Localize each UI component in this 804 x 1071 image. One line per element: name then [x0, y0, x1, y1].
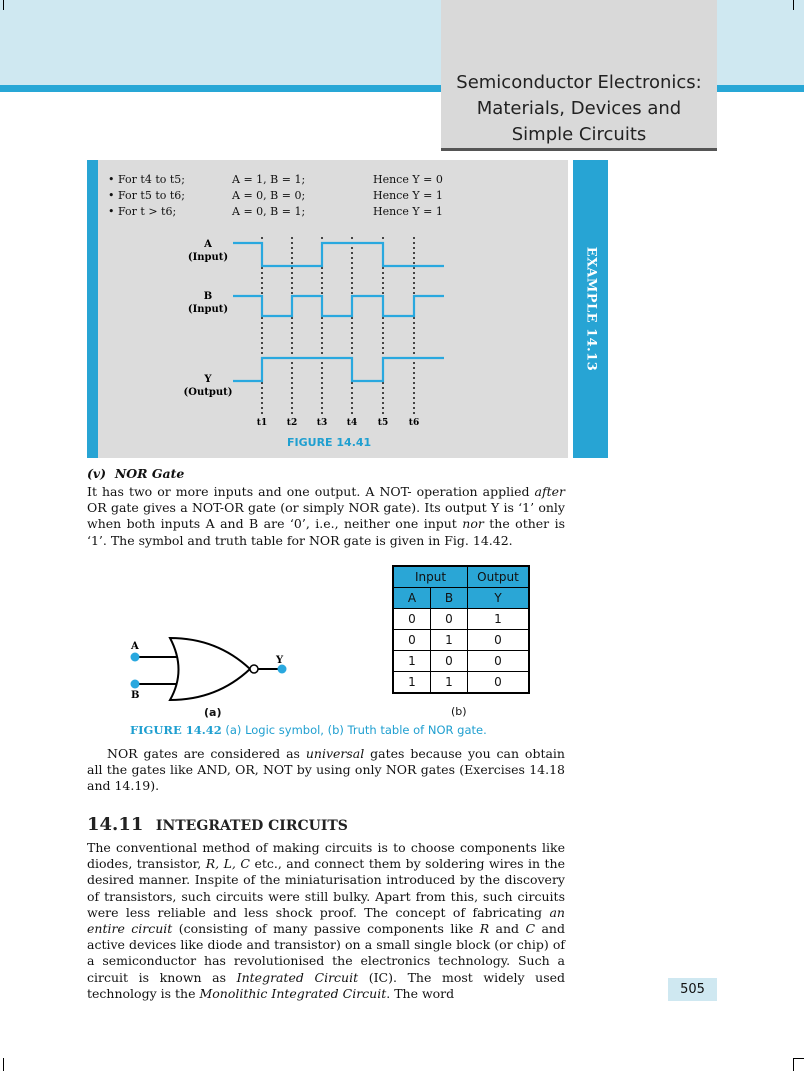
table-cell: 1 — [431, 672, 468, 694]
nor-gate-symbol — [125, 632, 325, 712]
text-run: OR gate gives a NOT-OR gate (or simply NOR gate). Its output Y is ‘1’ only when both inputs A and B are ‘0’, i.e., neither one input — [87, 500, 565, 532]
time-label: t4 — [346, 418, 358, 428]
input-a-dot — [131, 653, 140, 662]
nor-heading-num: (v) — [87, 466, 107, 481]
text-run-italic: Monolithic Integrated Circuit — [199, 985, 387, 1001]
bullet-2-inputs: A = 0, B = 0; — [232, 189, 306, 202]
text-run: and active devices like diode and transistor) on a small single block (or chip) of a semiconductor has revolutionised the electronics technology. Such a circuit is known as — [87, 921, 565, 985]
table-cell: 0 — [468, 672, 530, 694]
text-run-italic: Integrated Circuit — [236, 969, 359, 985]
example-tab-label: EXAMPLE 14.13 — [583, 246, 598, 372]
time-label: t6 — [408, 418, 420, 428]
figure-14-42-caption — [130, 723, 487, 737]
bullet-3: • For t > t6; — [108, 205, 177, 218]
crop-mark — [793, 1058, 804, 1059]
table-cell: 0 — [431, 651, 468, 672]
time-label: t2 — [286, 418, 298, 428]
time-label: t1 — [256, 418, 268, 428]
nor-gate-body — [170, 638, 250, 700]
text-run-italic: R — [479, 921, 490, 937]
text-run-italic: an entire circuit — [87, 904, 565, 937]
example-tab — [573, 160, 608, 458]
table-cell: 0 — [393, 630, 431, 651]
signal-y-label: Y — [204, 374, 212, 385]
table-cell: 1 — [393, 672, 431, 694]
gate-label-y: Y — [276, 655, 284, 666]
table-cell: 0 — [431, 609, 468, 630]
bullet-3-inputs: A = 0, B = 1; — [232, 205, 306, 218]
caption-label: FIGURE 14.42 — [130, 723, 222, 737]
nor-paragraph — [87, 484, 565, 549]
table-row — [393, 609, 529, 630]
text-run: the other is ‘1’. The symbol and truth table for NOR gate is given in Fig. 14.42. — [87, 516, 565, 548]
text-run: (IC). The most widely used technology is the — [87, 969, 566, 1001]
table-subheader-row — [393, 588, 529, 609]
subfig-a-label: (a) — [204, 706, 222, 719]
input-b-dot — [131, 680, 140, 689]
section-number: 14.11 — [87, 814, 144, 835]
bullet-1-inputs: A = 1, B = 1; — [232, 173, 306, 186]
table-cell: 0 — [393, 609, 431, 630]
subfig-b-label: (b) — [451, 705, 467, 718]
inversion-bubble — [250, 665, 258, 673]
nor-heading-text: NOR Gate — [114, 466, 185, 481]
signal-a-role: (Input) — [187, 252, 229, 263]
bullet-1: • For t4 to t5; — [108, 173, 185, 186]
bullet-2: • For t5 to t6; — [108, 189, 185, 202]
bullet-2-when: For t5 to t6; — [118, 189, 185, 202]
signal-b-label: B — [203, 291, 213, 302]
figure-14-41-caption: FIGURE 14.41 — [287, 436, 372, 449]
bullet-3-when: For t > t6; — [118, 205, 177, 218]
text-run: . The word — [386, 985, 455, 1001]
table-header-row — [393, 566, 529, 588]
signal-a-label: A — [204, 239, 212, 250]
page-number: 505 — [668, 978, 717, 1001]
ic-paragraph — [87, 840, 565, 1002]
text-run: It has two or more inputs and one output. A NOT- operation applied — [87, 484, 535, 499]
table-cell: 0 — [468, 651, 530, 672]
text-run-italic: C — [525, 921, 536, 937]
time-label: t5 — [377, 418, 389, 428]
nor-gate-heading — [87, 466, 565, 482]
chapter-title: Semiconductor Electronics: Materials, Devices and Simple Circuits — [456, 72, 702, 145]
signal-b-role: (Input) — [187, 304, 229, 315]
gate-label-a: A — [131, 641, 139, 652]
text-run: The conventional method of making circuits is to choose components like diodes, transistor, — [87, 840, 565, 872]
bullet-3-result: Hence Y = 1 — [373, 205, 443, 218]
col-a-header: A — [393, 588, 431, 609]
crop-mark — [3, 0, 4, 10]
caption-text: (a) Logic symbol, (b) Truth table of NOR gate. — [221, 723, 487, 737]
text-run: and — [489, 921, 526, 937]
table-row — [393, 672, 529, 694]
nor-truth-table — [392, 565, 530, 694]
text-run: (consisting of many passive components like — [172, 921, 480, 937]
example-accent-bar — [87, 160, 98, 458]
time-label: t3 — [316, 418, 328, 428]
table-cell: 1 — [468, 609, 530, 630]
col-y-header: Y — [468, 588, 530, 609]
table-row — [393, 651, 529, 672]
crop-mark — [793, 0, 794, 10]
text-run-italic: universal — [305, 746, 365, 761]
bullet-1-result: Hence Y = 0 — [373, 173, 443, 186]
text-run: gates because you can obtain all the gates like AND, OR, NOT by using only NOR gates (Exercises 14.18 and 14.19). — [87, 746, 565, 794]
universal-paragraph — [87, 746, 565, 795]
chapter-header — [441, 0, 717, 151]
table-cell: 1 — [393, 651, 431, 672]
crop-mark — [793, 1058, 794, 1071]
table-row — [393, 630, 529, 651]
output-header: Output — [468, 566, 530, 588]
bullet-2-result: Hence Y = 1 — [373, 189, 443, 202]
col-b-header: B — [431, 588, 468, 609]
text-run: NOR gates are considered as — [107, 746, 306, 761]
input-header: Input — [393, 566, 468, 588]
text-run: etc., and connect them by soldering wires in the desired manner. Inspite of the miniaturisation introduced by the discovery of transistors, such circuits were still bulky. Apart from this, such circuits were less reliable and less shock proof. The concept of fabricating — [87, 856, 566, 920]
bullet-1-when: For t4 to t5; — [118, 173, 185, 186]
section-title: INTEGRATED CIRCUITS — [155, 818, 348, 834]
text-run-italic: nor — [462, 516, 484, 532]
text-run-italic: after — [534, 484, 565, 499]
section-heading — [87, 814, 348, 835]
table-cell: 1 — [431, 630, 468, 651]
text-run-italic: R, L, C — [205, 856, 250, 872]
gate-label-b: B — [131, 690, 140, 701]
signal-y-role: (Output) — [183, 387, 233, 398]
crop-mark — [3, 1058, 4, 1071]
table-cell: 0 — [468, 630, 530, 651]
